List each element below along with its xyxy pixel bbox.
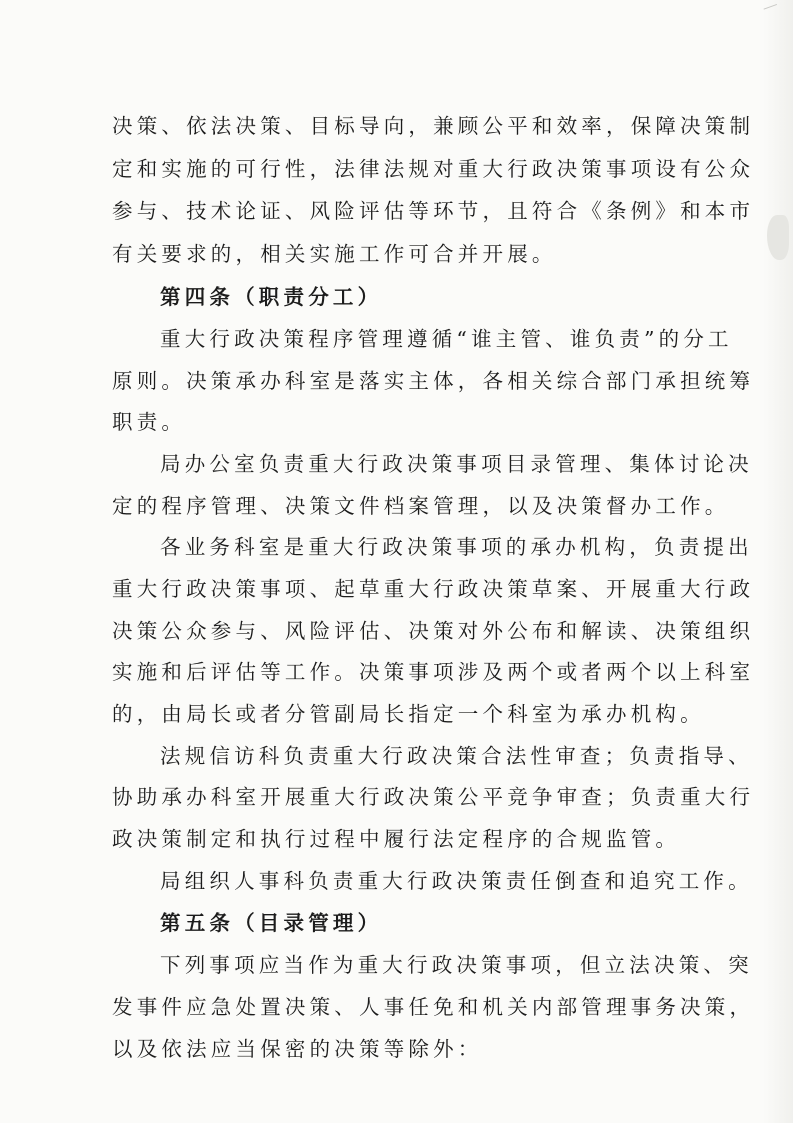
body-line: 重大行政决策事项、起草重大行政决策草案、开展重大行政 [112, 577, 755, 601]
body-line: 参与、技术论证、风险评估等环节，且符合《条例》和本市 [112, 199, 755, 223]
body-line: 下列事项应当作为重大行政决策事项，但立法决策、突 [160, 953, 753, 977]
body-line: 协助承办科室开展重大行政决策公平竞争审查；负责重大行 [112, 785, 755, 809]
body-line: 定和实施的可行性，法律法规对重大行政决策事项设有公众 [112, 157, 755, 181]
article-heading: 第四条（职责分工） [160, 285, 383, 309]
body-line: 各业务科室是重大行政决策事项的承办机构，负责提出 [160, 535, 753, 559]
body-line: 重大行政决策程序管理遵循“谁主管、谁负责”的分工 [160, 327, 733, 351]
body-line: 定的程序管理、决策文件档案管理，以及决策督办工作。 [112, 494, 730, 518]
body-line: 发事件应急处置决策、人事任免和机关内部管理事务决策， [112, 995, 755, 1019]
body-line: 法规信访科负责重大行政决策合法性审查；负责指导、 [160, 744, 753, 768]
body-line: 实施和后评估等工作。决策事项涉及两个或者两个以上科室 [112, 660, 755, 684]
body-line: 局组织人事科负责重大行政决策责任倒查和追究工作。 [160, 869, 753, 893]
body-line: 有关要求的，相关实施工作可合并开展。 [112, 242, 557, 266]
body-line: 局办公室负责重大行政决策事项目录管理、集体讨论决 [160, 452, 753, 476]
body-line: 决策公众参与、风险评估、决策对外公布和解读、决策组织 [112, 619, 755, 643]
body-line: 的，由局长或者分管副局长指定一个科室为承办机构。 [112, 702, 705, 726]
body-line: 政决策制定和执行过程中履行法定程序的合规监管。 [112, 827, 681, 851]
body-line: 原则。决策承办科室是落实主体，各相关综合部门承担统筹 [112, 369, 755, 393]
body-line: 决策、依法决策、目标导向，兼顾公平和效率，保障决策制 [112, 114, 755, 138]
article-heading: 第五条（目录管理） [160, 911, 383, 935]
body-line: 以及依法应当保密的决策等除外： [112, 1037, 483, 1061]
body-line: 职责。 [112, 410, 187, 434]
